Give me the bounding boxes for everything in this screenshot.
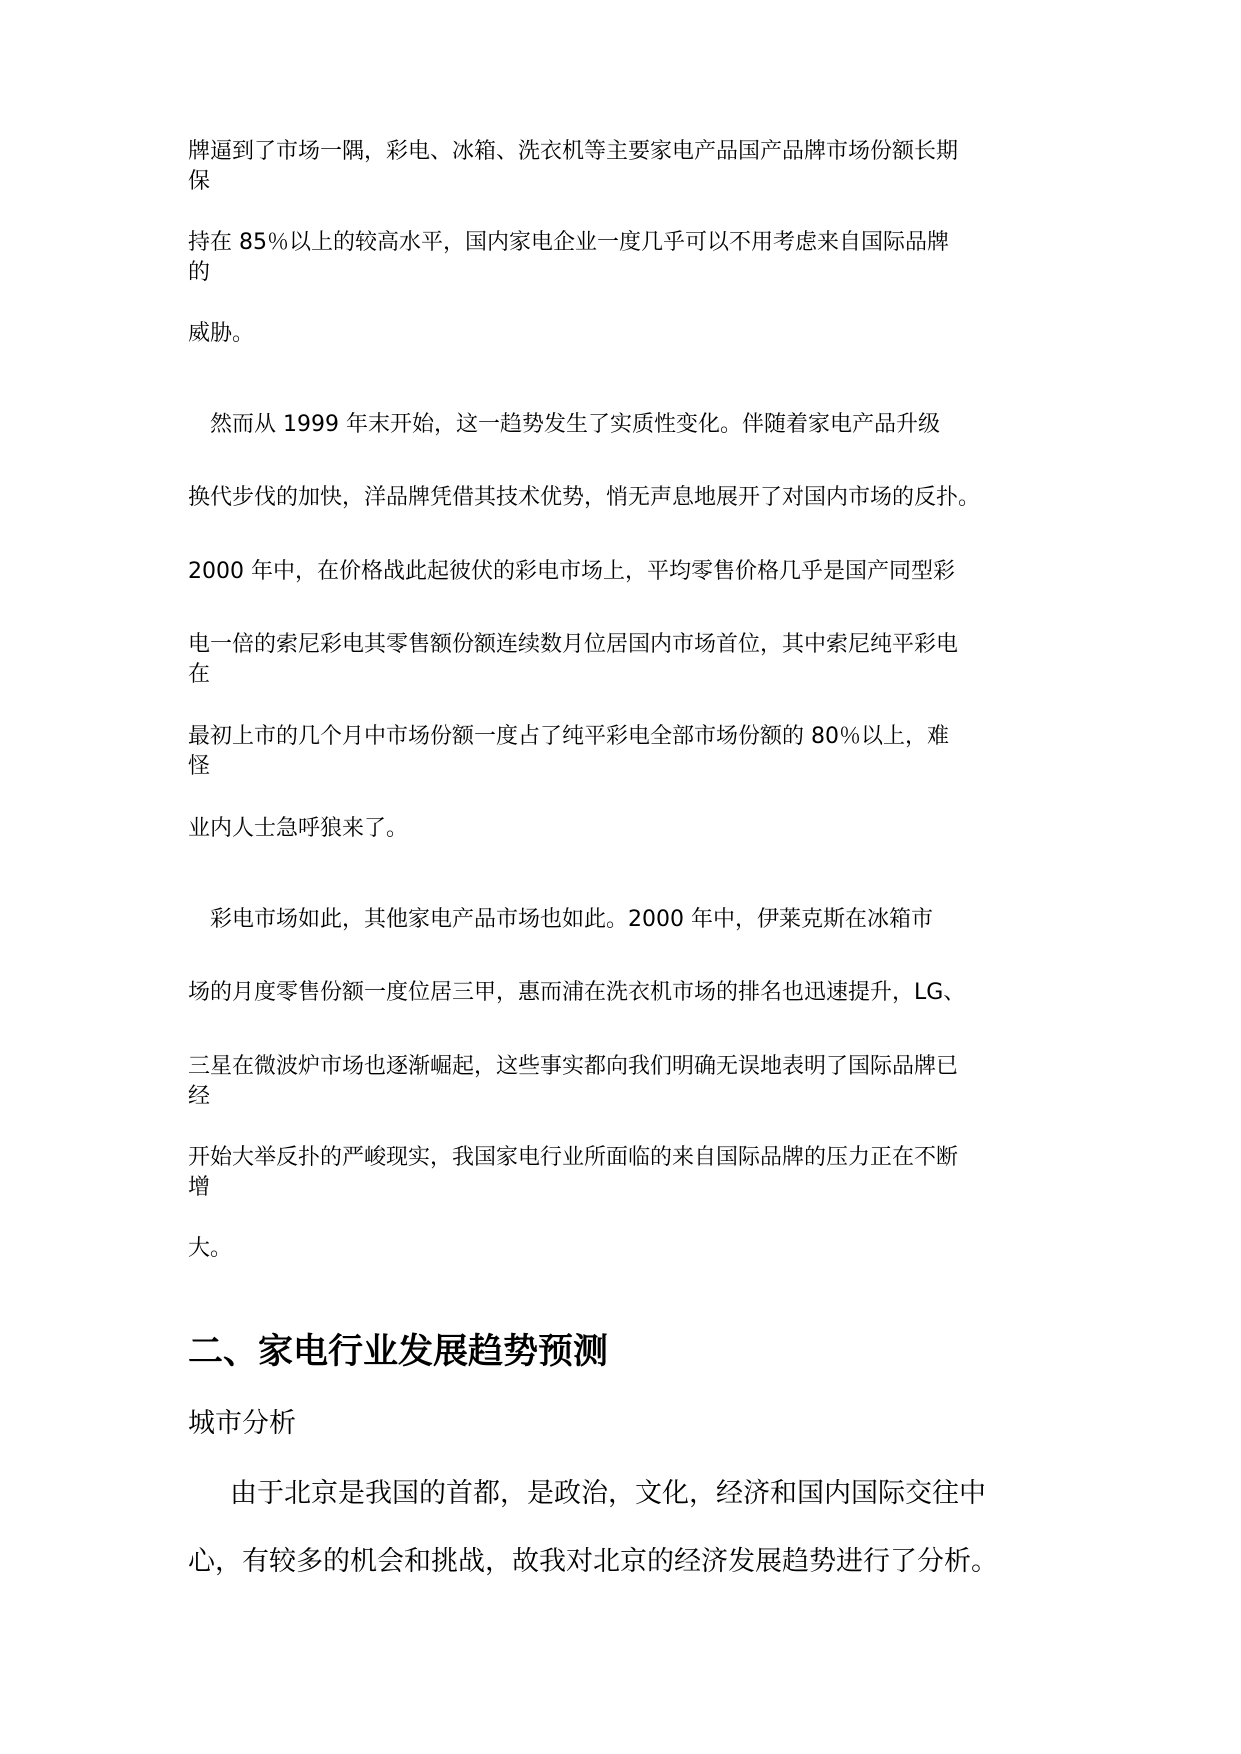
body-text-line: 换代步伐的加快，洋品牌凭借其技术优势，悄无声息地展开了对国内市场的反扑。: [188, 485, 981, 510]
subheading: 城市分析: [188, 1408, 296, 1439]
body-text-line: 威胁。: [188, 321, 255, 346]
body-text-line: 彩电市场如此，其他家电产品市场也如此。2000 年中，伊莱克斯在冰箱市: [210, 907, 933, 932]
body-text-line: 增: [188, 1175, 211, 1200]
body-text-line: 电一倍的索尼彩电其零售额份额连续数月位居国内市场首位，其中索尼纯平彩电: [188, 632, 959, 657]
body-text-line: 的: [188, 260, 211, 285]
body-text-line: 2000 年中，在价格战此起彼伏的彩电市场上，平均零售价格几乎是国产同型彩: [188, 559, 955, 584]
body-text-line: 牌逼到了市场一隅，彩电、冰箱、洗衣机等主要家电产品国产品牌市场份额长期: [188, 139, 959, 164]
body-text-line: 在: [188, 662, 211, 687]
body-text-line: 由于北京是我国的首都，是政治，文化，经济和国内国际交往中: [230, 1478, 986, 1509]
body-text-line: 保: [188, 169, 211, 194]
body-text-line: 然而从 1999 年末开始，这一趋势发生了实质性变化。伴随着家电产品升级: [210, 412, 940, 437]
body-text-line: 开始大举反扑的严峻现实，我国家电行业所面临的来自国际品牌的压力正在不断: [188, 1145, 959, 1170]
body-text-line: 大。: [188, 1236, 233, 1261]
body-text-line: 最初上市的几个月中市场份额一度占了纯平彩电全部市场份额的 80％以上，难: [188, 724, 949, 749]
body-text-line: 三星在微波炉市场也逐渐崛起，这些事实都向我们明确无误地表明了国际品牌已: [188, 1054, 959, 1079]
section-heading: 二、家电行业发展趋势预测: [188, 1332, 609, 1372]
body-text-line: 怪: [188, 754, 211, 779]
body-text-line: 场的月度零售份额一度位居三甲，惠而浦在洗衣机市场的排名也迅速提升，LG、: [188, 980, 966, 1005]
body-text-line: 心，有较多的机会和挑战，故我对北京的经济发展趋势进行了分析。: [188, 1546, 998, 1577]
body-text-line: 经: [188, 1084, 211, 1109]
body-text-line: 业内人士急呼狼来了。: [188, 816, 409, 841]
body-text-line: 持在 85％以上的较高水平，国内家电企业一度几乎可以不用考虑来自国际品牌: [188, 230, 949, 255]
